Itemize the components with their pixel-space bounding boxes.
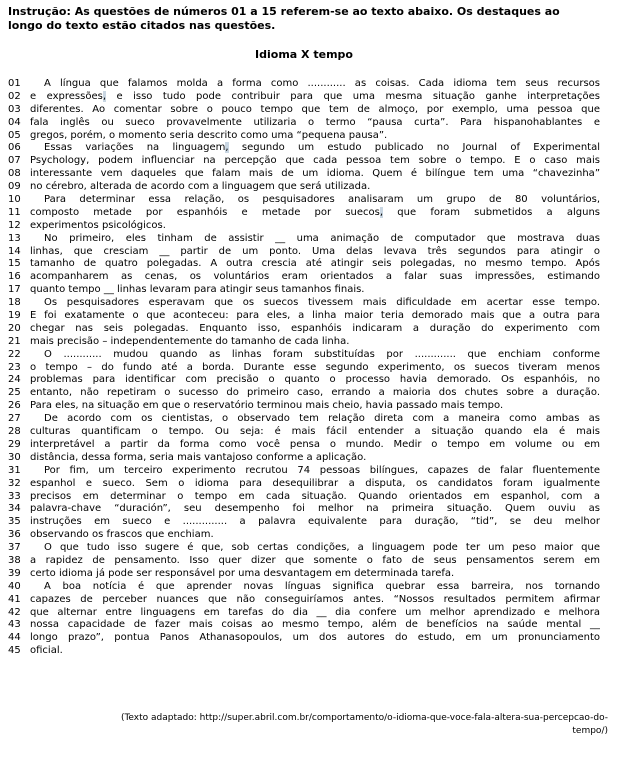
- line-number: 04: [8, 116, 21, 128]
- text-line: [8, 142, 600, 155]
- line-text: [30, 555, 600, 568]
- line-number: 19: [8, 310, 21, 322]
- line-number: 35: [8, 516, 21, 528]
- source-citation-line1: (Texto adaptado: http://super.abril.com.br/comportamento/o-idioma-que-voce-fala-altera-sua-percepcao-do-: [120, 713, 608, 724]
- text-segment: A língua que falamos molda a forma como ............ as coisas. Cada idioma tem seus recursos: [44, 78, 600, 89]
- line-text: [30, 478, 600, 491]
- line-number: 30: [8, 451, 21, 463]
- text-segment: fala inglês ou sueco provavelmente utilizaria o termo “pausa curta”. Para hispanohablantes e: [30, 116, 600, 128]
- line-text: [30, 581, 600, 594]
- text-segment: precisos em determinar o tempo em cada situação. Quando orientados em espanhol, com a: [30, 490, 600, 502]
- highlight-mark: ,: [225, 142, 229, 154]
- text-segment: quanto tempo __ linhas levaram para atingir seus tamanhos finais.: [30, 284, 365, 296]
- line-number: 26: [8, 400, 21, 412]
- line-text: [30, 194, 600, 207]
- line-number: 38: [8, 554, 21, 566]
- line-text: [30, 284, 600, 297]
- text-segment: Psychology, podem influenciar na percepção que cada pessoa tem sobre o tempo. E o caso mais: [30, 155, 600, 167]
- line-text: [30, 645, 600, 658]
- line-text: [30, 465, 600, 478]
- text-line: [8, 78, 600, 91]
- line-number: 09: [8, 181, 21, 193]
- line-text: [30, 387, 600, 400]
- line-number: 23: [8, 361, 21, 373]
- line-number: 33: [8, 490, 21, 502]
- text-segment: e expressões: [30, 90, 103, 102]
- text-line: [8, 220, 600, 233]
- text-body: [8, 78, 600, 658]
- line-text: [30, 130, 600, 143]
- line-number: 07: [8, 155, 21, 167]
- text-segment: distância, dessa forma, seria mais vantajoso conforme a aplicação.: [30, 451, 367, 463]
- line-number: 32: [8, 477, 21, 489]
- text-segment: De acordo com os cientistas, o observado tem relação direta com a maneira como ambas as: [44, 413, 600, 425]
- text-segment: certo idioma já pode ser responsável por uma desvantagem em determinada tarefa.: [30, 567, 455, 579]
- text-segment: E foi exatamente o que aconteceu: para eles, a linha maior teria demorado mais que a outra para: [30, 310, 600, 322]
- text-line: [8, 310, 600, 323]
- line-number: 10: [8, 194, 21, 206]
- line-number: 31: [8, 464, 21, 476]
- text-line: [8, 168, 600, 181]
- line-number: 03: [8, 103, 21, 115]
- line-number: 42: [8, 606, 21, 618]
- text-segment: palavra-chave “duración”, seu desempenho foi melhor na primeira situação. Quem ouviu as: [30, 503, 600, 515]
- line-number: 17: [8, 284, 21, 296]
- text-segment: A boa notícia é que aprender novas línguas significa quebrar essa barreira, nos tornando: [44, 580, 600, 592]
- source-citation-line2: tempo/): [572, 726, 608, 737]
- text-segment: espanhol e sueco. Sem o idioma para desequilibrar a disputa, os candidatos foram igualmente: [30, 477, 600, 489]
- text-line: [8, 452, 600, 465]
- text-segment: Por fim, um terceiro experimento recrutou 74 pessoas bilíngues, capazes de falar fluentemente: [44, 464, 600, 476]
- text-segment: nossa capacidade de fazer mais coisas ao mesmo tempo, além de benefícios na saúde mental __: [30, 619, 600, 631]
- text-line: [8, 581, 600, 594]
- line-text: [30, 78, 600, 91]
- text-line: [8, 336, 600, 349]
- line-text: [30, 155, 600, 168]
- text-segment: No primeiro, eles tinham de assistir __ uma animação de computador que mostrava duas: [44, 232, 600, 244]
- text-line: [8, 104, 600, 117]
- line-number: 39: [8, 567, 21, 579]
- line-number: 28: [8, 426, 21, 438]
- text-segment: experimentos psicológicos.: [30, 219, 166, 231]
- line-text: [30, 400, 600, 413]
- line-number: 20: [8, 322, 21, 334]
- line-number: 05: [8, 129, 21, 141]
- text-line: [8, 155, 600, 168]
- line-number: 18: [8, 297, 21, 309]
- line-number: 36: [8, 529, 21, 541]
- text-segment: gregos, porém, o momento seria descrito como uma “pequena pausa”.: [30, 129, 388, 141]
- text-title: Idioma X tempo: [255, 48, 353, 61]
- text-line: [8, 555, 600, 568]
- line-text: [30, 503, 600, 516]
- text-line: [8, 426, 600, 439]
- line-text: [30, 323, 600, 336]
- line-number: 12: [8, 219, 21, 231]
- text-line: [8, 349, 600, 362]
- line-text: [30, 594, 600, 607]
- text-line: [8, 465, 600, 478]
- line-text: [30, 426, 600, 439]
- text-line: [8, 271, 600, 284]
- text-line: [8, 478, 600, 491]
- line-text: [30, 542, 600, 555]
- highlight-mark: ,: [102, 90, 106, 102]
- text-line: [8, 297, 600, 310]
- line-number: 43: [8, 619, 21, 631]
- line-text: [30, 607, 600, 620]
- line-text: [30, 336, 600, 349]
- text-line: [8, 91, 600, 104]
- text-segment: no cérebro, alterada de acordo com a linguagem que será utilizada.: [30, 181, 371, 193]
- text-segment: Para determinar essa relação, os pesquisadores analisaram um grupo de 80 voluntários,: [44, 194, 600, 206]
- text-segment: chegar nas seis polegadas. Enquanto isso, espanhóis indicaram a duração do experimento com: [30, 322, 600, 334]
- text-line: [8, 529, 600, 542]
- text-line: [8, 194, 600, 207]
- text-segment: O ............ mudou quando as linhas foram substituídas por ............. que enchiam conforme: [44, 348, 600, 360]
- line-text: [30, 220, 600, 233]
- text-segment: entanto, não repetiram o sucesso do primeiro caso, errando a maioria dos chutes sobre a duração.: [30, 387, 600, 399]
- line-text: [30, 568, 600, 581]
- line-number: 29: [8, 438, 21, 450]
- text-segment: longo prazo”, pontua Panos Athanasopoulos, um dos autores do estudo, em um pronunciamento: [30, 632, 600, 644]
- line-number: 14: [8, 245, 21, 257]
- text-segment: Essas variações na linguagem: [44, 142, 226, 154]
- line-text: [30, 374, 600, 387]
- text-segment: Os pesquisadores esperavam que os suecos tivessem mais dificuldade em acertar esse tempo.: [44, 297, 600, 309]
- text-segment: o tempo – do fundo até a borda. Durante esse segundo experimento, os suecos tiveram menos: [30, 361, 600, 373]
- line-text: [30, 491, 600, 504]
- text-line: [8, 491, 600, 504]
- text-segment: capazes de perceber nuances que não conseguiríamos antes. “Nossos resultados permitem afirmar: [30, 593, 600, 605]
- text-line: [8, 542, 600, 555]
- line-text: [30, 104, 600, 117]
- text-line: [8, 233, 600, 246]
- line-number: 06: [8, 142, 21, 154]
- line-text: [30, 207, 600, 220]
- line-text: [30, 452, 600, 465]
- text-segment: Para eles, na situação em que o reservatório terminou mais cheio, havia passado mais tempo.: [30, 400, 504, 412]
- line-text: [30, 168, 600, 181]
- text-line: [8, 568, 600, 581]
- line-text: [30, 142, 600, 155]
- text-line: [8, 632, 600, 645]
- line-number: 21: [8, 335, 21, 347]
- text-line: [8, 439, 600, 452]
- line-number: 41: [8, 593, 21, 605]
- text-segment: culturas quantificam o tempo. Ou seja: é mais fácil entender a situação quando ela é mais: [30, 426, 600, 438]
- line-text: [30, 310, 600, 323]
- text-line: [8, 387, 600, 400]
- text-line: [8, 362, 600, 375]
- line-text: [30, 619, 600, 632]
- text-line: [8, 516, 600, 529]
- line-number: 11: [8, 206, 21, 218]
- line-text: [30, 362, 600, 375]
- line-number: 22: [8, 348, 21, 360]
- text-line: [8, 323, 600, 336]
- text-segment: tamanho de quatro polegadas. A outra crescia até atingir seis polegadas, no mesmo tempo. Após: [30, 258, 600, 270]
- line-number: 01: [8, 78, 21, 89]
- line-text: [30, 246, 600, 259]
- text-line: [8, 181, 600, 194]
- text-segment: O que tudo isso sugere é que, sob certas condições, a linguagem pode ter um peso maior que: [44, 542, 600, 554]
- line-text: [30, 439, 600, 452]
- line-number: 02: [8, 90, 21, 102]
- line-text: [30, 271, 600, 284]
- text-line: [8, 503, 600, 516]
- text-line: [8, 413, 600, 426]
- text-line: [8, 645, 600, 658]
- line-number: 34: [8, 503, 21, 515]
- text-segment: linhas, que cresciam __ partir de um ponto. Uma delas levava três segundos para atingir o: [30, 245, 600, 257]
- text-segment: interessante vem daqueles que falam mais de um idioma. Quem é bilíngue tem uma “chavezinha”: [30, 168, 600, 180]
- instruction-header: Instrução: As questões de números 01 a 15 referem-se ao texto abaixo. Os destaques ao longo do texto estão citados nas questões.: [8, 5, 560, 32]
- line-number: 27: [8, 413, 21, 425]
- text-line: [8, 258, 600, 271]
- line-text: [30, 181, 600, 194]
- text-segment: e isso tudo pode contribuir para que uma mesma situação ganhe interpretações: [106, 90, 600, 102]
- line-text: [30, 349, 600, 362]
- line-text: [30, 529, 600, 542]
- line-number: 44: [8, 632, 21, 644]
- text-segment: que foram submetidos a alguns: [383, 206, 600, 218]
- text-segment: mais precisão – independentemente do tamanho de cada linha.: [30, 335, 350, 347]
- text-segment: acompanharem as cenas, os voluntários eram orientados a falar suas impressões, estimando: [30, 271, 600, 283]
- line-number: 40: [8, 580, 21, 592]
- line-text: [30, 516, 600, 529]
- line-number: 08: [8, 168, 21, 180]
- text-segment: diferentes. Ao comentar sobre o pouco tempo que tem de almoço, por exemplo, uma pessoa que: [30, 103, 600, 115]
- text-line: [8, 400, 600, 413]
- text-line: [8, 284, 600, 297]
- line-number: 16: [8, 271, 21, 283]
- line-text: [30, 258, 600, 271]
- line-text: [30, 233, 600, 246]
- text-segment: segundo um estudo publicado no Journal of Experimental: [228, 142, 600, 154]
- text-line: [8, 246, 600, 259]
- highlight-mark: ,: [379, 206, 384, 218]
- line-number: 25: [8, 387, 21, 399]
- text-line: [8, 594, 600, 607]
- line-text: [30, 413, 600, 426]
- text-line: [8, 117, 600, 130]
- text-segment: instruções em sueco e .............. a palavra equivalente para duração, “tid”, se deu melhor: [30, 516, 600, 528]
- line-text: [30, 297, 600, 310]
- text-segment: composto metade por espanhóis e metade por suecos: [30, 206, 380, 218]
- line-text: [30, 117, 600, 130]
- text-line: [8, 374, 600, 387]
- text-line: [8, 619, 600, 632]
- text-line: [8, 607, 600, 620]
- line-number: 24: [8, 374, 21, 386]
- line-text: [30, 91, 600, 104]
- line-text: [30, 632, 600, 645]
- line-number: 37: [8, 542, 21, 554]
- text-line: [8, 130, 600, 143]
- text-segment: a rapidez de pensamento. Isso quer dizer que somente o fato de seus pensamentos serem em: [30, 554, 600, 566]
- text-segment: que alternar entre linguagens em tarefas do dia __ dia confere um melhor aprendizado e melhora: [30, 606, 600, 618]
- line-number: 15: [8, 258, 21, 270]
- line-number: 13: [8, 232, 21, 244]
- text-segment: oficial.: [30, 645, 63, 657]
- source-citation: [8, 712, 608, 738]
- text-line: [8, 207, 600, 220]
- text-segment: interpretável a partir da forma como você pensa o mundo. Medir o tempo em volume ou em: [30, 438, 600, 450]
- text-segment: observando os frascos que enchiam.: [30, 529, 214, 541]
- text-segment: problemas para identificar com precisão o quanto o processo havia demorado. Os espanhóis, no: [30, 374, 600, 386]
- line-number: 45: [8, 645, 21, 657]
